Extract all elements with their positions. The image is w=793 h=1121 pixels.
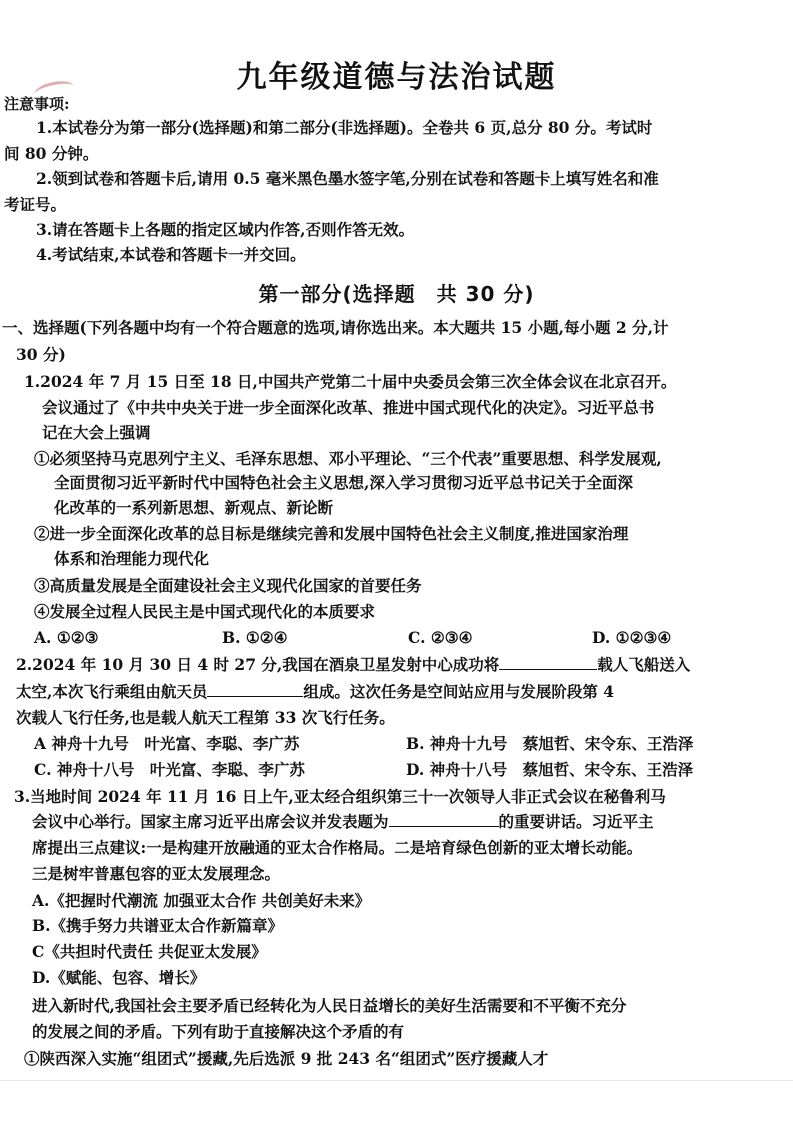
q2-option-c: C. 神舟十八号 叶光富、李聪、李广苏 [34, 760, 305, 779]
q3-stem-text-2a: 会议中心举行。国家主席习近平出席会议并发表题为 [32, 812, 389, 831]
q2-option-d: D. 神舟十八号 蔡旭哲、宋令东、王浩泽 [406, 760, 694, 779]
q1-statement-1b: 全面贯彻习近平新时代中国特色社会主义思想,深入学习贯彻习近平总书记关于全面深 [54, 473, 633, 492]
q2-stem-text-2b: 组成。这次任务是空间站应用与发展阶段第 4 [303, 682, 615, 701]
q1-stem-line-3: 记在大会上强调 [42, 423, 151, 442]
q1-option-a: A. ①②③ [34, 628, 99, 647]
q3-option-b: B.《携手努力共谱亚太合作新篇章》 [32, 916, 283, 935]
q2-answer-blank-2 [207, 682, 303, 697]
section-intro-line-2: 30 分) [16, 345, 66, 364]
q3-option-d: D.《赋能、包容、增长》 [32, 968, 206, 987]
q2-stem-text-2a: 太空,本次飞行乘组由航天员 [16, 682, 208, 701]
q1-option-d: D. ①②③④ [592, 628, 672, 647]
notice-line-1: 1.本试卷分为第一部分(选择题)和第二部分(非选择题)。全卷共 6 页,总分 80 分。考试时 [36, 118, 653, 137]
q2-option-a: A 神舟十九号 叶光富、李聪、李广苏 [34, 734, 300, 753]
q4-stem-line-1: 进入新时代,我国社会主要矛盾已经转化为人民日益增长的美好生活需要和不平衡不充分 [32, 996, 627, 1015]
q1-statement-1a: ①必须坚持马克思列宁主义、毛泽东思想、邓小平理论、“三个代表”重要思想、科学发展观, [34, 449, 662, 468]
q2-option-b: B. 神舟十九号 蔡旭哲、宋令东、王浩泽 [406, 734, 694, 753]
q3-answer-blank [389, 812, 499, 827]
q1-option-b: B. ①②④ [222, 628, 288, 647]
exam-title: 九年级道德与法治试题 [236, 60, 557, 95]
notice-line-2: 间 80 分钟。 [4, 144, 99, 163]
q3-option-c: C《共担时代责任 共促亚太发展》 [32, 942, 267, 961]
q3-option-a: A.《把握时代潮流 加强亚太合作 共创美好未来》 [32, 891, 371, 910]
q2-stem-line-1 [16, 655, 690, 675]
notice-line-3: 2.领到试卷和答题卡后,请用 0.5 毫米黑色墨水签字笔,分别在试卷和答题卡上填写姓名和准 [36, 169, 659, 188]
page-bottom-divider [0, 1080, 793, 1081]
q1-statement-2a: ②进一步全面深化改革的总目标是继续完善和发展中国特色社会主义制度,推进国家治理 [34, 524, 629, 543]
q2-answer-blank-1 [499, 655, 597, 670]
q1-statement-3: ③高质量发展是全面建设社会主义现代化国家的首要任务 [34, 576, 422, 595]
q1-stem-line-2: 会议通过了《中共中央关于进一步全面深化改革、推进中国式现代化的决定》。习近平总书 [42, 398, 655, 417]
notice-line-6: 4.考试结束,本试卷和答题卡一并交回。 [36, 245, 306, 264]
q2-stem-line-2 [16, 682, 614, 702]
q1-statement-1c: 化改革的一系列新思想、新观点、新论断 [54, 498, 334, 517]
notice-heading: 注意事项: [4, 95, 70, 113]
q4-stem-line-2: 的发展之间的矛盾。下列有助于直接解决这个矛盾的有 [32, 1022, 405, 1041]
q3-stem-line-4: 三是树牢普惠包容的亚太发展理念。 [32, 864, 281, 883]
notice-line-4: 考证号。 [4, 195, 67, 214]
q2-stem-text-1b: 载人飞船送入 [597, 655, 691, 674]
q4-statement-1: ①陕西深入实施“组团式”援藏,先后选派 9 批 243 名“组团式”医疗援藏人才 [24, 1049, 549, 1068]
section-intro-line-1: 一、选择题(下列各题中均有一个符合题意的选项,请你选出来。本大题共 15 小题,每小题 2 分,计 [2, 318, 669, 337]
q1-stem-line-1: 1.2024 年 7 月 15 日至 18 日,中国共产党第二十届中央委员会第三次全体会议在北京召开。 [24, 372, 677, 391]
q2-stem-text-1a: 2.2024 年 10 月 30 日 4 时 27 分,我国在酒泉卫星发射中心成功将 [16, 655, 500, 674]
q3-stem-line-1: 3.当地时间 2024 年 11 月 16 日上午,亚太经合组织第三十一次领导人非正式会议在秘鲁利马 [14, 787, 666, 806]
q1-statement-4: ④发展全过程人民民主是中国式现代化的本质要求 [34, 602, 376, 621]
notice-line-5: 3.请在答题卡上各题的指定区域内作答,否则作答无效。 [36, 220, 415, 239]
q3-stem-line-3: 席提出三点建议:一是构建开放融通的亚太合作格局。二是培育绿色创新的亚太增长动能。 [32, 838, 643, 857]
q3-stem-line-2 [32, 812, 654, 832]
q1-statement-2b: 体系和治理能力现代化 [54, 549, 210, 568]
q2-stem-line-3: 次载人飞行任务,也是载人航天工程第 33 次飞行任务。 [16, 708, 395, 727]
q3-stem-text-2b: 的重要讲话。习近平主 [498, 812, 654, 831]
part-one-title: 第一部分(选择题 共 30 分) [258, 282, 535, 306]
q1-option-c: C. ②③④ [408, 628, 473, 647]
